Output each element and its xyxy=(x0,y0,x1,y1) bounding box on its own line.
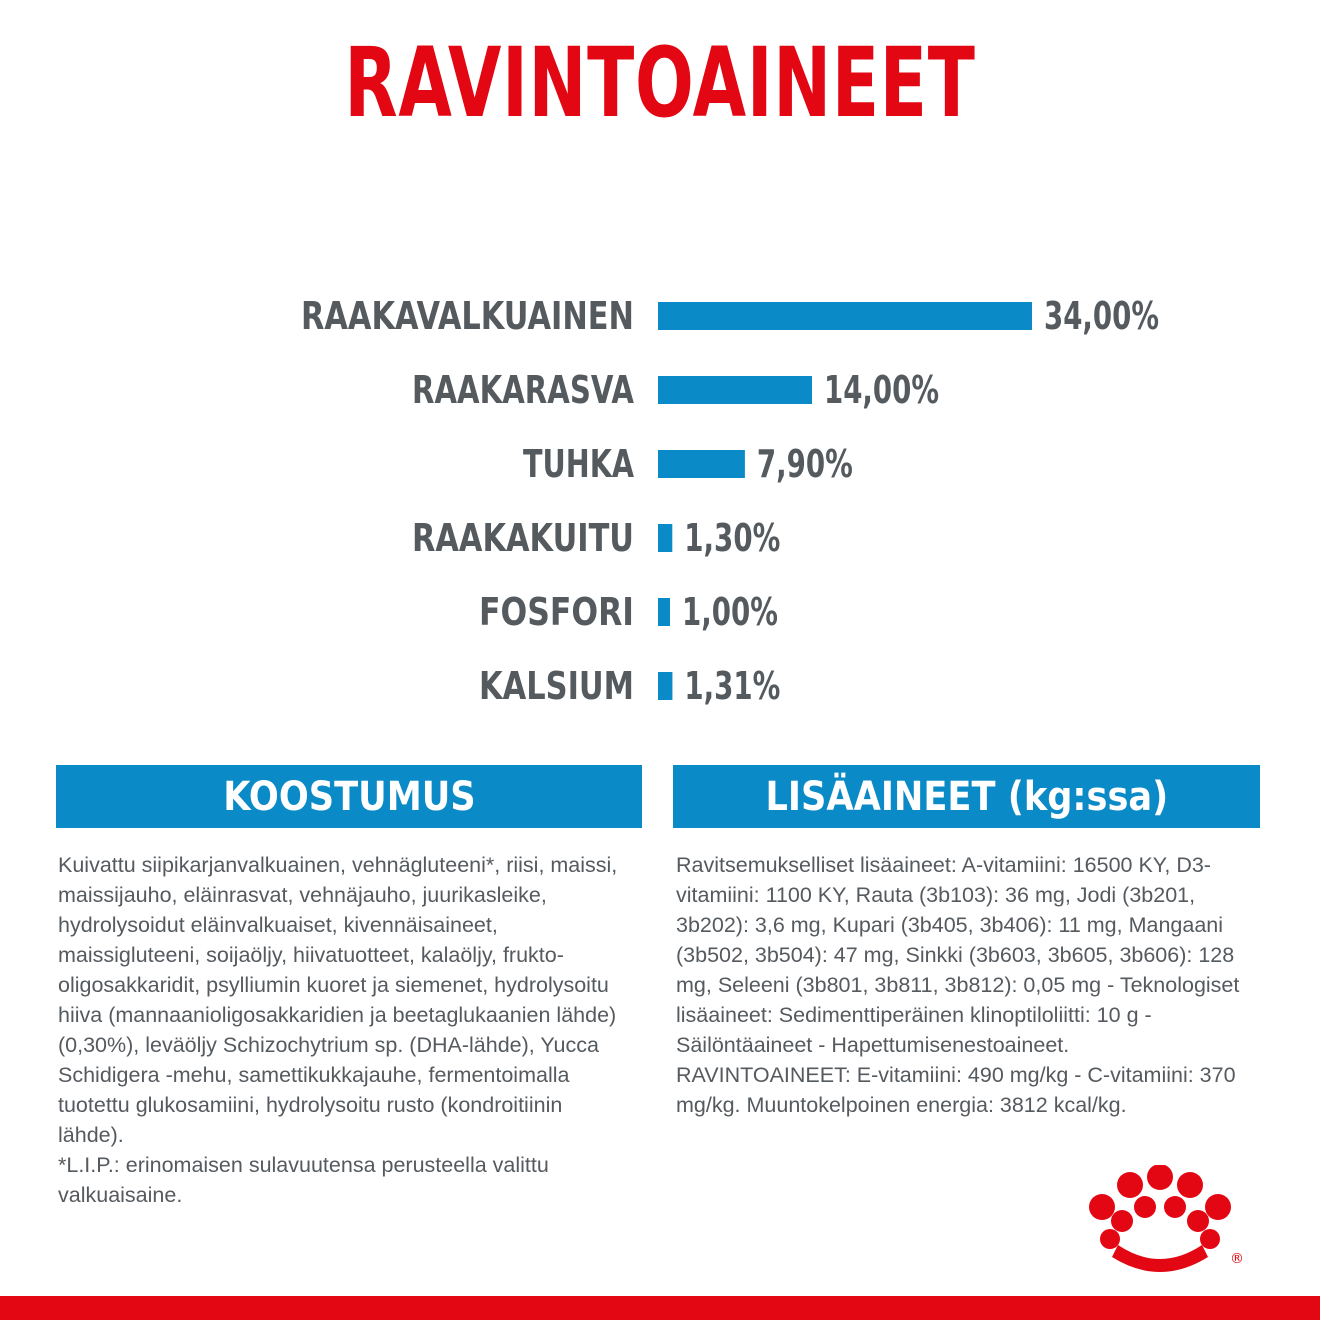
category-label: FOSFORI xyxy=(479,590,634,634)
value-label: 14,00% xyxy=(824,368,939,412)
additives-header-label: LISÄAINEET (kg:ssa) xyxy=(765,773,1168,820)
additives-text: Ravitsemukselliset lisäaineet: A-vitamiini: 16500 KY, D3- vitamiini: 1100 KY, Rauta (3b103): 36 mg, Jodi (3b201, 3b202): 3,6 mg, Kupari (3b405, 3b406): 11 mg, Mangaani (3b502, 3b504): 47 mg, Sinkki (3b603, 3b605, 3b606): 128 mg, Seleeni (3b801, 3b811, 3b812): 0,05 mg - Teknologiset lisäaineet: Sedimenttiperäinen klinoptiloliitti: 10 g - Säilöntäaineet - Hapettumisenestoaineet. RAVINTOAINEET: E-vitamiini: 490 mg/kg - C-vitamiini: 370 mg/kg. Muuntokelpoinen energia: 3812 kcal/kg. xyxy=(676,853,1240,1117)
category-label: RAAKAKUITU xyxy=(412,516,634,560)
category-label: RAAKARASVA xyxy=(412,368,635,412)
bar xyxy=(658,450,745,478)
bottom-brand-bar xyxy=(0,1296,1320,1320)
page-title: RAVINTOAINEET xyxy=(344,27,976,139)
additives-header xyxy=(673,765,1260,828)
category-label: RAAKAVALKUAINEN xyxy=(301,294,634,338)
composition-header xyxy=(56,765,642,828)
value-label: 1,31% xyxy=(684,664,781,708)
registered-mark: ® xyxy=(1230,1251,1244,1267)
value-label: 34,00% xyxy=(1044,294,1159,338)
composition-text: Kuivattu siipikarjanvalkuainen, vehnägluteeni*, riisi, maissi, maissijauho, eläinrasvat, vehnäjauho, juurikasleike, hydrolysoidut eläinvalkuaiset, kivennäisaineet, maissigluteeni, soijaöljy, hiivatuotteet, kalaöljy, frukto- oligosakkaridit, psylliumin kuoret ja siemenet, hydrolysoitu hiiva (mannaanioligosakkaridien ja beetaglukaanien lähde) (0,30%), leväöljy Schizochytrium sp. (DHA-lähde), Yucca Schidigera -mehu, samettikukkajauhe, fermentoimalla tuotettu glukosamiini, hydrolysoitu rusto (kondroitiinin lähde). *L.I.P.: erinomaisen sulavuutensa perusteella valittu valkuaisaine. xyxy=(58,853,618,1207)
bar xyxy=(658,302,1032,330)
bar xyxy=(658,524,672,552)
category-label: KALSIUM xyxy=(479,664,634,708)
nutrient-bar-chart xyxy=(0,280,1320,720)
bar xyxy=(658,598,670,626)
category-label: TUHKA xyxy=(523,442,635,486)
value-label: 1,00% xyxy=(682,590,778,634)
value-label: 1,30% xyxy=(684,516,781,560)
composition-header-label: KOOSTUMUS xyxy=(222,773,476,820)
bar xyxy=(658,376,812,404)
value-label: 7,90% xyxy=(756,442,853,486)
bar xyxy=(658,672,672,700)
royal-canin-crown-icon xyxy=(1080,1165,1260,1275)
